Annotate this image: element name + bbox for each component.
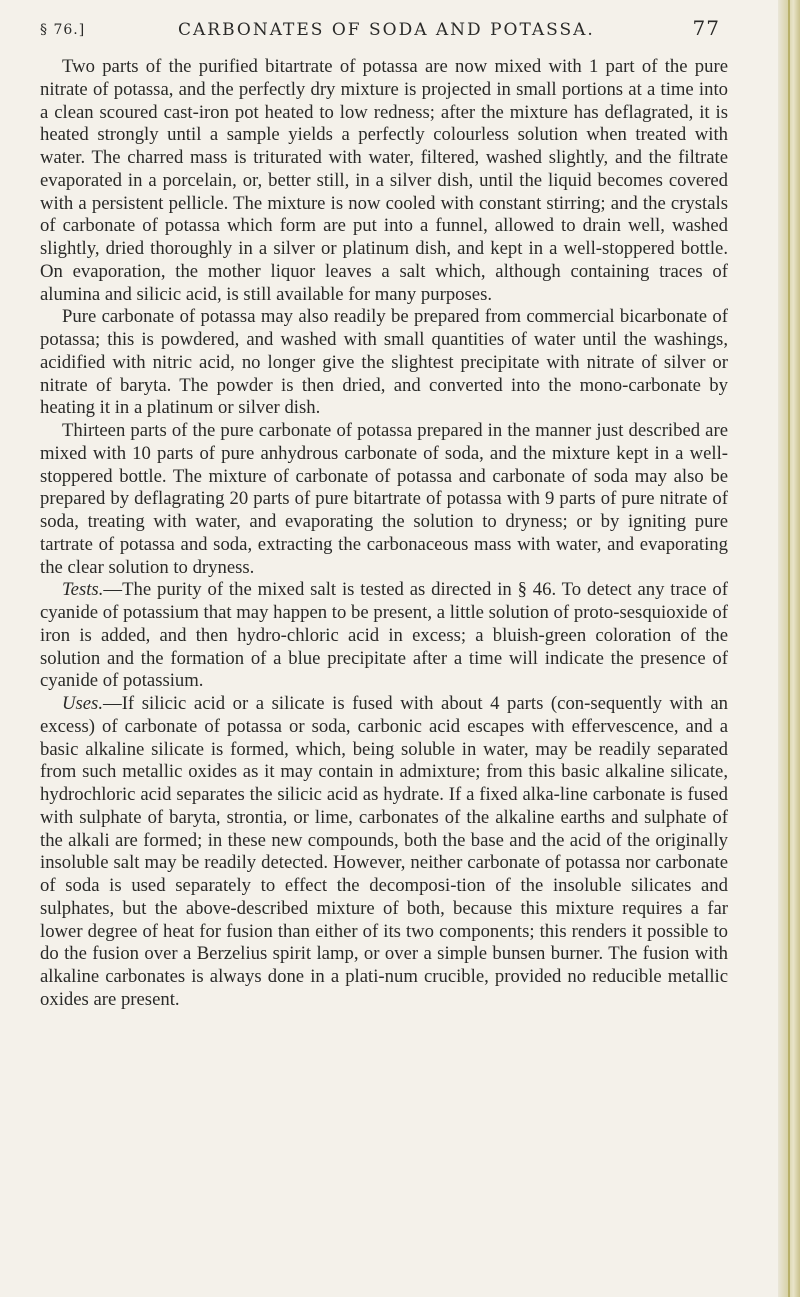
section-reference: § 76.] [40,22,86,38]
page-header [40,14,720,46]
paragraph-text: —If silicic acid or a silicate is fused with about 4 parts (con-sequently with an excess) of carbonate of potassa or soda, carbonic acid escapes with effervescence, and a basic alkaline silicate is formed, which, being soluble in water, may be readily separated from such metallic oxides as it may contain in admixture; from this basic alkaline silicate, hydrochloric acid separates the silicic acid as hydrate. If a fixed alka-line carbonate is fused with sulphate of baryta, strontia, or lime, carbonates of the alkaline earths and sulphate of the alkali are formed; in these new compounds, both the base and the acid of the originally insoluble salt may be readily detected. However, neither carbonate of potassa nor carbonate of soda is used separately to effect the decomposi-tion of the insoluble silicates and sulphates, but the above-described mixture of both, because this mixture requires a far lower degree of heat for fusion than either of its two components; this renders it possible to do the fusion over a Berzelius spirit lamp, or over a simple bunsen burner. The fusion with alkaline carbonates is always done in a plati-num crucible, provided no reducible metallic oxides are present. [40,693,728,1010]
running-title: CARBONATES OF SODA AND POTASSA. [178,20,595,40]
paragraph-preparation [40,56,728,306]
paragraph-text: —The purity of the mixed salt is tested as directed in § 46. To detect any trace of cyanide of potassium that may happen to be present, a little solution of proto-sesquioxide of iron is added, and then hydro-chloric acid in excess; a bluish-green coloration of the solution and the formation of a blue precipitate after a time will indicate the presence of cyanide of potassium. [40,579,728,692]
paragraph-text: Pure carbonate of potassa may also readily be prepared from commercial bicarbonate of potassa; this is powdered, and washed with small quantities of water until the washings, acidified with nitric acid, no longer give the slightest precipitate with nitrate of silver or nitrate of baryta. The powder is then dried, and converted into the mono-carbonate by heating it in a platinum or silver dish. [40,306,728,419]
uses-label: Uses. [62,693,104,714]
paragraph-mixture [40,420,728,579]
tests-label: Tests. [62,579,104,601]
paragraph-text: Two parts of the purified bitartrate of potassa are now mixed with 1 part of the pure nitrate of potassa, and the perfectly dry mixture is projected in small portions at a time into a clean scoured cast-iron pot heated to low redness; after the mixture has deflagrated, it is heated strongly until a sample yields a perfectly colourless solution when treated with water. The charred mass is triturated with water, filtered, washed slightly, and the filtrate evaporated in a porcelain, or, better still, in a silver dish, until the liquid becomes covered with a persistent pellicle. The mixture is now cooled with constant stirring; and the crystals of carbonate of potassa which form are put into a funnel, allowed to drain well, washed slightly, dried thoroughly in a silver or platinum dish, and kept in a well-stoppered bottle. On evaporation, the mother liquor leaves a salt which, although containing traces of alumina and silicic acid, is still available for many purposes. [40,56,728,305]
page-number: 77 [692,16,720,40]
page-body [40,56,728,1012]
paragraph-tests [40,579,728,693]
paragraph-text: Thirteen parts of the pure carbonate of potassa prepared in the manner just described are mixed with 10 parts of pure anhydrous carbonate of soda, and the mixture kept in a well-stoppered bottle. The mixture of carbonate of potassa and carbonate of soda may also be prepared by deflagrating 20 parts of pure bitartrate of potassa with 9 parts of pure nitrate of soda, treating with water, and evaporating the solution to dryness; or by igniting pure tartrate of potassa and soda, extracting the carbonaceous mass with water, and evaporating the clear solution to dryness. [40,420,728,578]
paragraph-uses [40,693,728,1012]
paragraph-bicarbonate [40,306,728,420]
page-edge-line [788,0,790,1297]
